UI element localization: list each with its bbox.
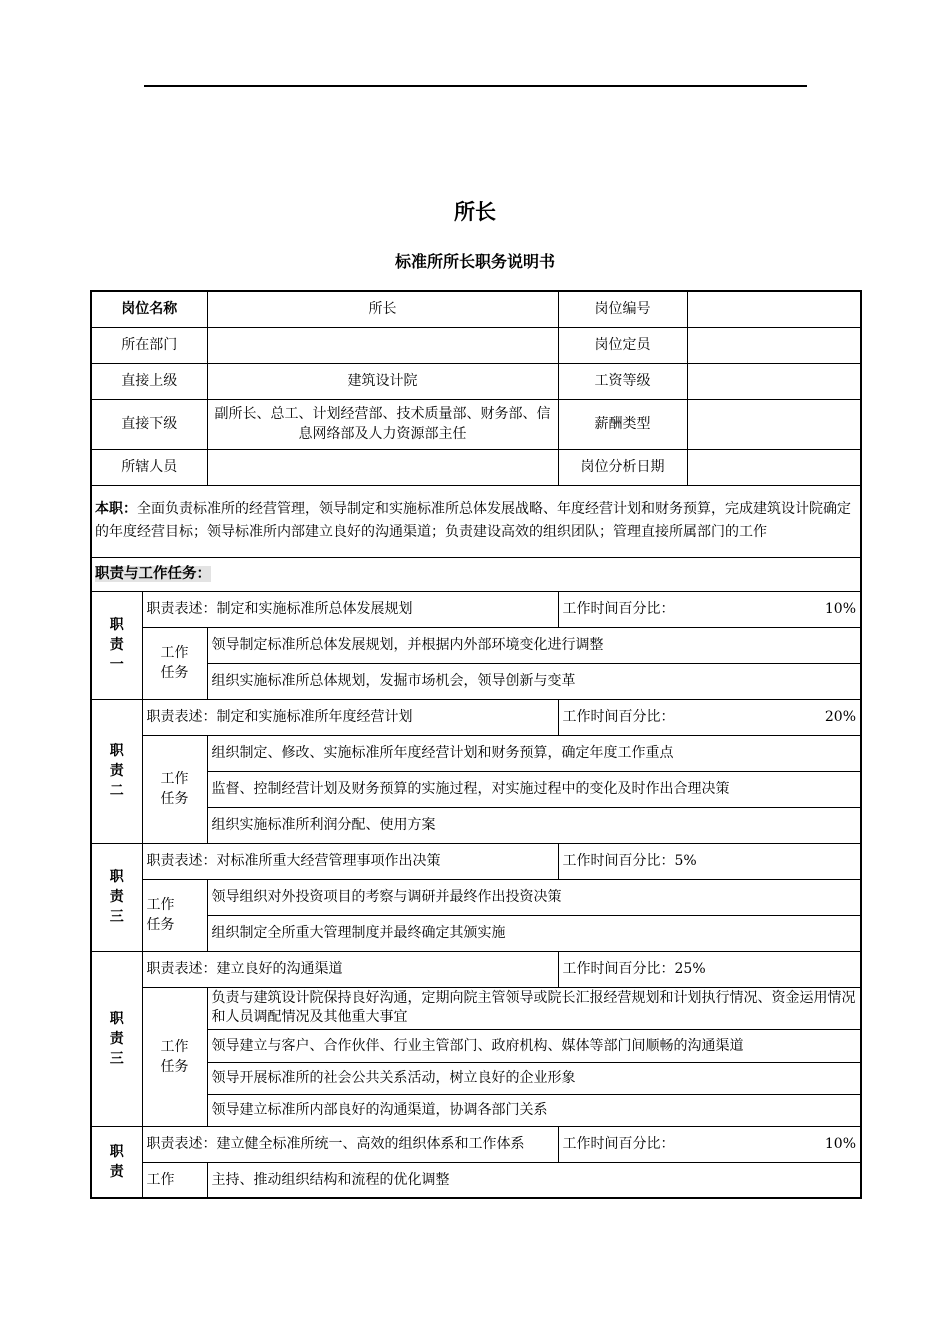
staff-value — [207, 449, 558, 485]
duty-5-task-1: 主持、推动组织结构和流程的优化调整 — [207, 1162, 861, 1198]
duty-4-title: 职责三 — [91, 951, 142, 1126]
department-label: 所在部门 — [91, 327, 207, 363]
duty-3-percent: 5% — [674, 853, 697, 869]
duties-header-cell — [91, 557, 861, 591]
duty-4-time: 工作时间百分比： 25% — [558, 951, 861, 987]
duty-1-task-1: 领导制定标准所总体发展规划，并根据内外部环境变化进行调整 — [207, 627, 861, 663]
position-name-label: 岗位名称 — [91, 291, 207, 327]
page-title: 所长 — [454, 200, 496, 224]
analysis-date-label: 岗位分析日期 — [558, 449, 687, 485]
job-description-table — [90, 290, 862, 1199]
duty-5-desc: 职责表述：建立健全标准所统一、高效的组织体系和工作体系 — [142, 1126, 558, 1162]
pay-type-value — [687, 399, 861, 449]
duty-2-title: 职责二 — [91, 699, 142, 843]
duty-3-title: 职责三 — [91, 843, 142, 951]
duty-5-task-label: 工作 — [142, 1162, 207, 1198]
duty-5-percent: 10% — [824, 1136, 856, 1152]
duties-header: 职责与工作任务： — [95, 566, 211, 582]
duty-1-percent: 10% — [824, 601, 856, 617]
position-name-value: 所长 — [207, 291, 558, 327]
subordinate-label: 直接下级 — [91, 399, 207, 449]
duty-5-title: 职责 — [91, 1126, 142, 1198]
duty-3-time: 工作时间百分比： 5% — [558, 843, 861, 879]
duty-5-time: 工作时间百分比： 10% — [558, 1126, 861, 1162]
duty-4-percent: 25% — [674, 961, 706, 977]
position-code-value — [687, 291, 861, 327]
duty-3-task-label: 工作任务 — [142, 879, 207, 951]
duty-2-desc: 职责表述：制定和实施标准所年度经营计划 — [142, 699, 558, 735]
job-summary — [91, 485, 861, 557]
duty-2-task-2: 监督、控制经营计划及财务预算的实施过程，对实施过程中的变化及时作出合理决策 — [207, 771, 861, 807]
duty-2-time: 工作时间百分比： 20% — [558, 699, 861, 735]
job-summary-text: 全面负责标准所的经营管理，领导制定和实施标准所总体发展战略、年度经营计划和财务预算，完成建筑设计院确定的年度经营目标；领导标准所内部建立良好的沟通渠道；负责建设高效的组织团队；管理直接所属部门的工作 — [95, 501, 851, 540]
duty-3-desc: 职责表述：对标准所重大经营管理事项作出决策 — [142, 843, 558, 879]
superior-label: 直接上级 — [91, 363, 207, 399]
duty-1-title: 职责一 — [91, 591, 142, 699]
duty-1-task-label: 工作任务 — [142, 627, 207, 699]
duty-4-task-3: 领导开展标准所的社会公共关系活动，树立良好的企业形象 — [207, 1062, 861, 1094]
duty-2-percent: 20% — [824, 709, 856, 725]
duty-4-task-1: 负责与建筑设计院保持良好沟通，定期向院主管领导或院长汇报经营规划和计划执行情况、资金运用情况和人员调配情况及其他重大事宜 — [207, 987, 861, 1029]
header-rule — [144, 85, 807, 87]
duty-4-task-2: 领导建立与客户、合作伙伴、行业主管部门、政府机构、媒体等部门间顺畅的沟通渠道 — [207, 1029, 861, 1062]
analysis-date-value — [687, 449, 861, 485]
salary-grade-value — [687, 363, 861, 399]
duty-1-desc: 职责表述：制定和实施标准所总体发展规划 — [142, 591, 558, 627]
duty-3-task-2: 组织制定全所重大管理制度并最终确定其颁实施 — [207, 915, 861, 951]
duty-2-task-3: 组织实施标准所利润分配、使用方案 — [207, 807, 861, 843]
headcount-label: 岗位定员 — [558, 327, 687, 363]
page-subtitle: 标准所所长职务说明书 — [394, 252, 555, 271]
staff-label: 所辖人员 — [91, 449, 207, 485]
subordinate-value: 副所长、总工、计划经营部、技术质量部、财务部、信息网络部及人力资源部主任 — [207, 399, 558, 449]
duty-2-task-1: 组织制定、修改、实施标准所年度经营计划和财务预算，确定年度工作重点 — [207, 735, 861, 771]
job-summary-label: 本职： — [95, 501, 137, 517]
duty-4-desc: 职责表述：建立良好的沟通渠道 — [142, 951, 558, 987]
department-value — [207, 327, 558, 363]
position-code-label: 岗位编号 — [558, 291, 687, 327]
duty-4-task-label: 工作任务 — [142, 987, 207, 1126]
pay-type-label: 薪酬类型 — [558, 399, 687, 449]
superior-value: 建筑设计院 — [207, 363, 558, 399]
duty-2-task-label: 工作任务 — [142, 735, 207, 843]
duty-1-task-2: 组织实施标准所总体规划，发掘市场机会，领导创新与变革 — [207, 663, 861, 699]
headcount-value — [687, 327, 861, 363]
duty-4-task-4: 领导建立标准所内部良好的沟通渠道，协调各部门关系 — [207, 1094, 861, 1126]
salary-grade-label: 工资等级 — [558, 363, 687, 399]
duty-1-time: 工作时间百分比： 10% — [558, 591, 861, 627]
duty-3-task-1: 领导组织对外投资项目的考察与调研并最终作出投资决策 — [207, 879, 861, 915]
